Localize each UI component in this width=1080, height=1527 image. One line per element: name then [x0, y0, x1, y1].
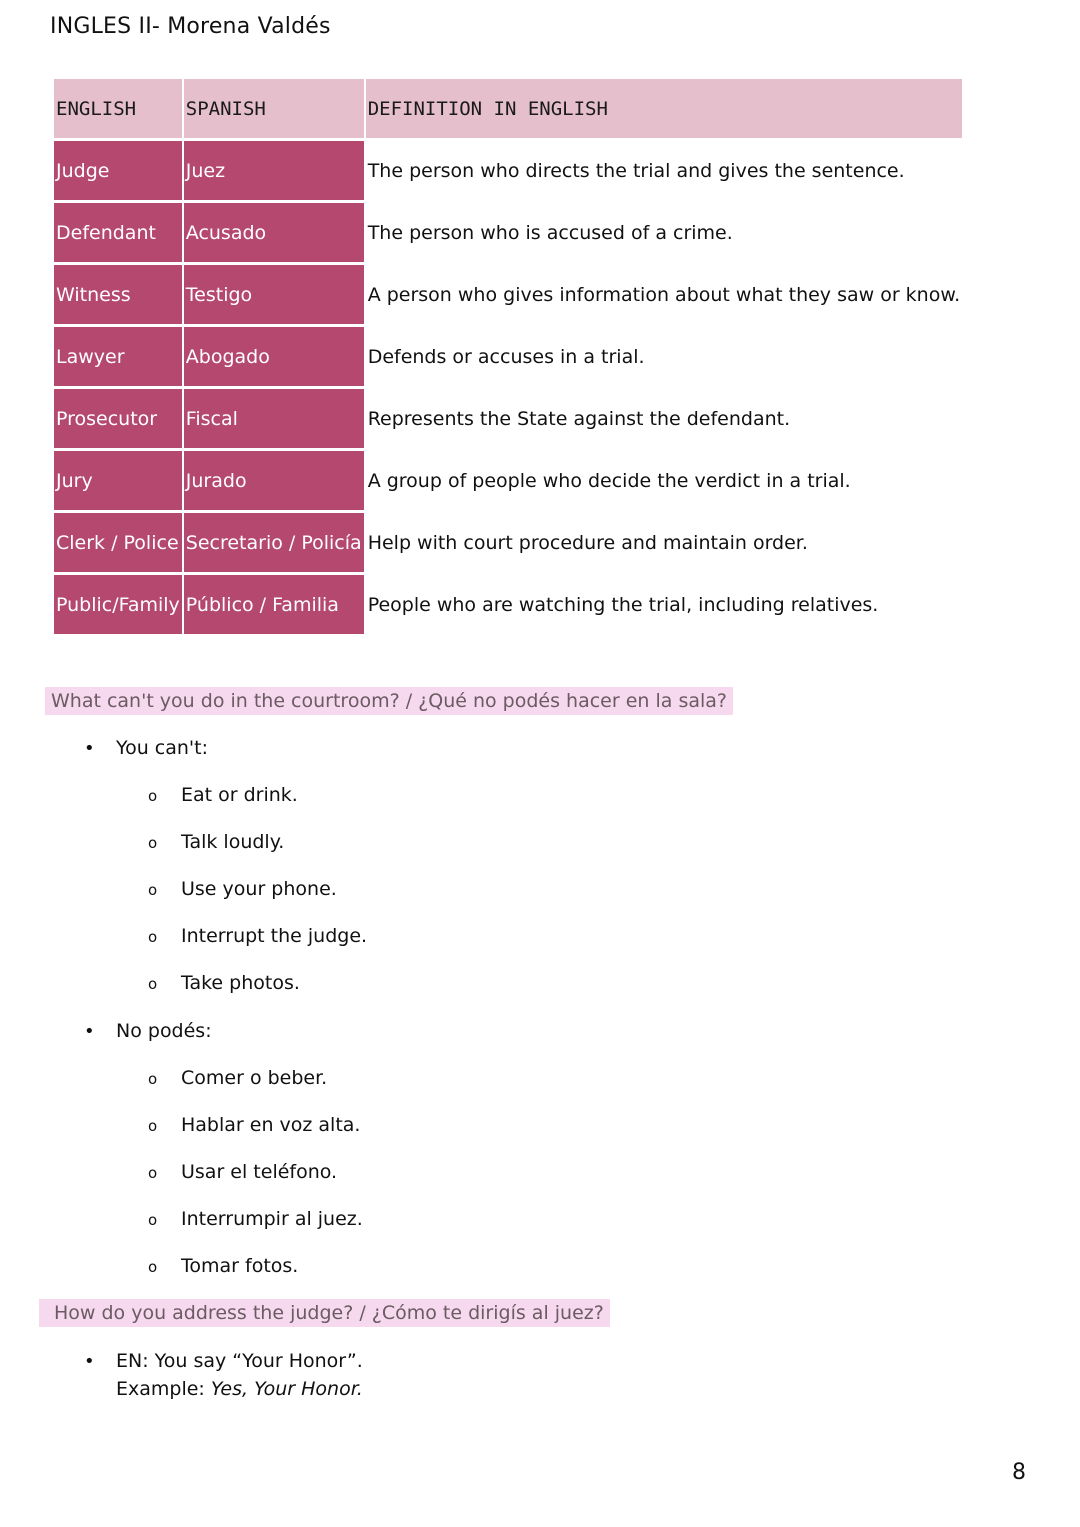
- term-definition: A person who gives information about what they saw or know.: [366, 265, 963, 324]
- term-english: Jury: [54, 451, 182, 510]
- document-header: INGLES II- Morena Valdés: [50, 14, 331, 39]
- table-row: [54, 265, 962, 324]
- column-header-definition: DEFINITION IN ENGLISH: [366, 79, 963, 138]
- term-spanish: Juez: [184, 141, 364, 200]
- circle-bullet-icon: o: [148, 787, 158, 805]
- term-spanish: Secretario / Policía: [184, 513, 364, 572]
- term-spanish: Abogado: [184, 327, 364, 386]
- list-item: [148, 1208, 363, 1230]
- circle-bullet-icon: o: [148, 1117, 158, 1135]
- term-definition: The person who is accused of a crime.: [366, 203, 963, 262]
- list-item-text: Hablar en voz alta.: [181, 1114, 361, 1136]
- example-label: Example:: [116, 1378, 205, 1400]
- list-item: [148, 1255, 298, 1277]
- list-item-text: Talk loudly.: [181, 831, 285, 853]
- term-english: Clerk / Police: [54, 513, 182, 572]
- list-item: [84, 1350, 363, 1372]
- bullet-icon: •: [84, 1021, 95, 1042]
- list-item-text: Interrupt the judge.: [181, 925, 368, 947]
- circle-bullet-icon: o: [148, 1211, 158, 1229]
- list-item: [148, 784, 298, 806]
- column-header-english: ENGLISH: [54, 79, 182, 138]
- example-text: Yes, Your Honor.: [210, 1378, 363, 1400]
- list-item-text: Use your phone.: [181, 878, 337, 900]
- table-header-row: [54, 79, 962, 138]
- list-item: [148, 925, 367, 947]
- list-item: [84, 1020, 212, 1042]
- term-english: Lawyer: [54, 327, 182, 386]
- section-title-courtroom-rules: What can't you do in the courtroom? / ¿Qué no podés hacer en la sala?: [45, 687, 733, 715]
- list-item-text: EN: You say “Your Honor”.: [116, 1350, 363, 1372]
- bullet-icon: •: [84, 738, 95, 759]
- term-definition: Help with court procedure and maintain order.: [366, 513, 963, 572]
- term-spanish: Testigo: [184, 265, 364, 324]
- term-spanish: Público / Familia: [184, 575, 364, 634]
- term-english: Defendant: [54, 203, 182, 262]
- term-definition: People who are watching the trial, including relatives.: [366, 575, 963, 634]
- circle-bullet-icon: o: [148, 1070, 158, 1088]
- list-item: [148, 1114, 360, 1136]
- term-english: Witness: [54, 265, 182, 324]
- list-item: [148, 878, 337, 900]
- circle-bullet-icon: o: [148, 881, 158, 899]
- circle-bullet-icon: o: [148, 834, 158, 852]
- term-english: Prosecutor: [54, 389, 182, 448]
- table-row: [54, 513, 962, 572]
- table-row: [54, 203, 962, 262]
- term-definition: Represents the State against the defendant.: [366, 389, 963, 448]
- table-row: [54, 327, 962, 386]
- section-title-address-judge: How do you address the judge? / ¿Cómo te dirigís al juez?: [39, 1299, 610, 1327]
- term-english: Judge: [54, 141, 182, 200]
- list-item-text: Usar el teléfono.: [181, 1161, 338, 1183]
- circle-bullet-icon: o: [148, 928, 158, 946]
- list-item: [148, 831, 284, 853]
- term-definition: The person who directs the trial and gives the sentence.: [366, 141, 963, 200]
- list-label-english: You can't:: [116, 737, 208, 759]
- bullet-icon: •: [84, 1351, 95, 1372]
- list-item-text: Take photos.: [181, 972, 300, 994]
- vocabulary-table: [52, 76, 964, 637]
- list-item-text: Interrumpir al juez.: [181, 1208, 363, 1230]
- column-header-spanish: SPANISH: [184, 79, 364, 138]
- table-row: [54, 141, 962, 200]
- example-line: [116, 1378, 363, 1400]
- table-row: [54, 389, 962, 448]
- table-row: [54, 451, 962, 510]
- term-spanish: Fiscal: [184, 389, 364, 448]
- term-english: Public/Family: [54, 575, 182, 634]
- list-item-text: Eat or drink.: [181, 784, 298, 806]
- list-item: [148, 972, 300, 994]
- list-item: [84, 737, 208, 759]
- list-item-text: Comer o beber.: [181, 1067, 328, 1089]
- term-definition: A group of people who decide the verdict in a trial.: [366, 451, 963, 510]
- list-label-spanish: No podés:: [116, 1020, 212, 1042]
- circle-bullet-icon: o: [148, 1164, 158, 1182]
- circle-bullet-icon: o: [148, 1258, 158, 1276]
- page-number: 8: [1012, 1460, 1026, 1485]
- list-item: [148, 1067, 327, 1089]
- term-definition: Defends or accuses in a trial.: [366, 327, 963, 386]
- term-spanish: Jurado: [184, 451, 364, 510]
- term-spanish: Acusado: [184, 203, 364, 262]
- table-row: [54, 575, 962, 634]
- list-item-text: Tomar fotos.: [181, 1255, 299, 1277]
- list-item: [148, 1161, 337, 1183]
- circle-bullet-icon: o: [148, 975, 158, 993]
